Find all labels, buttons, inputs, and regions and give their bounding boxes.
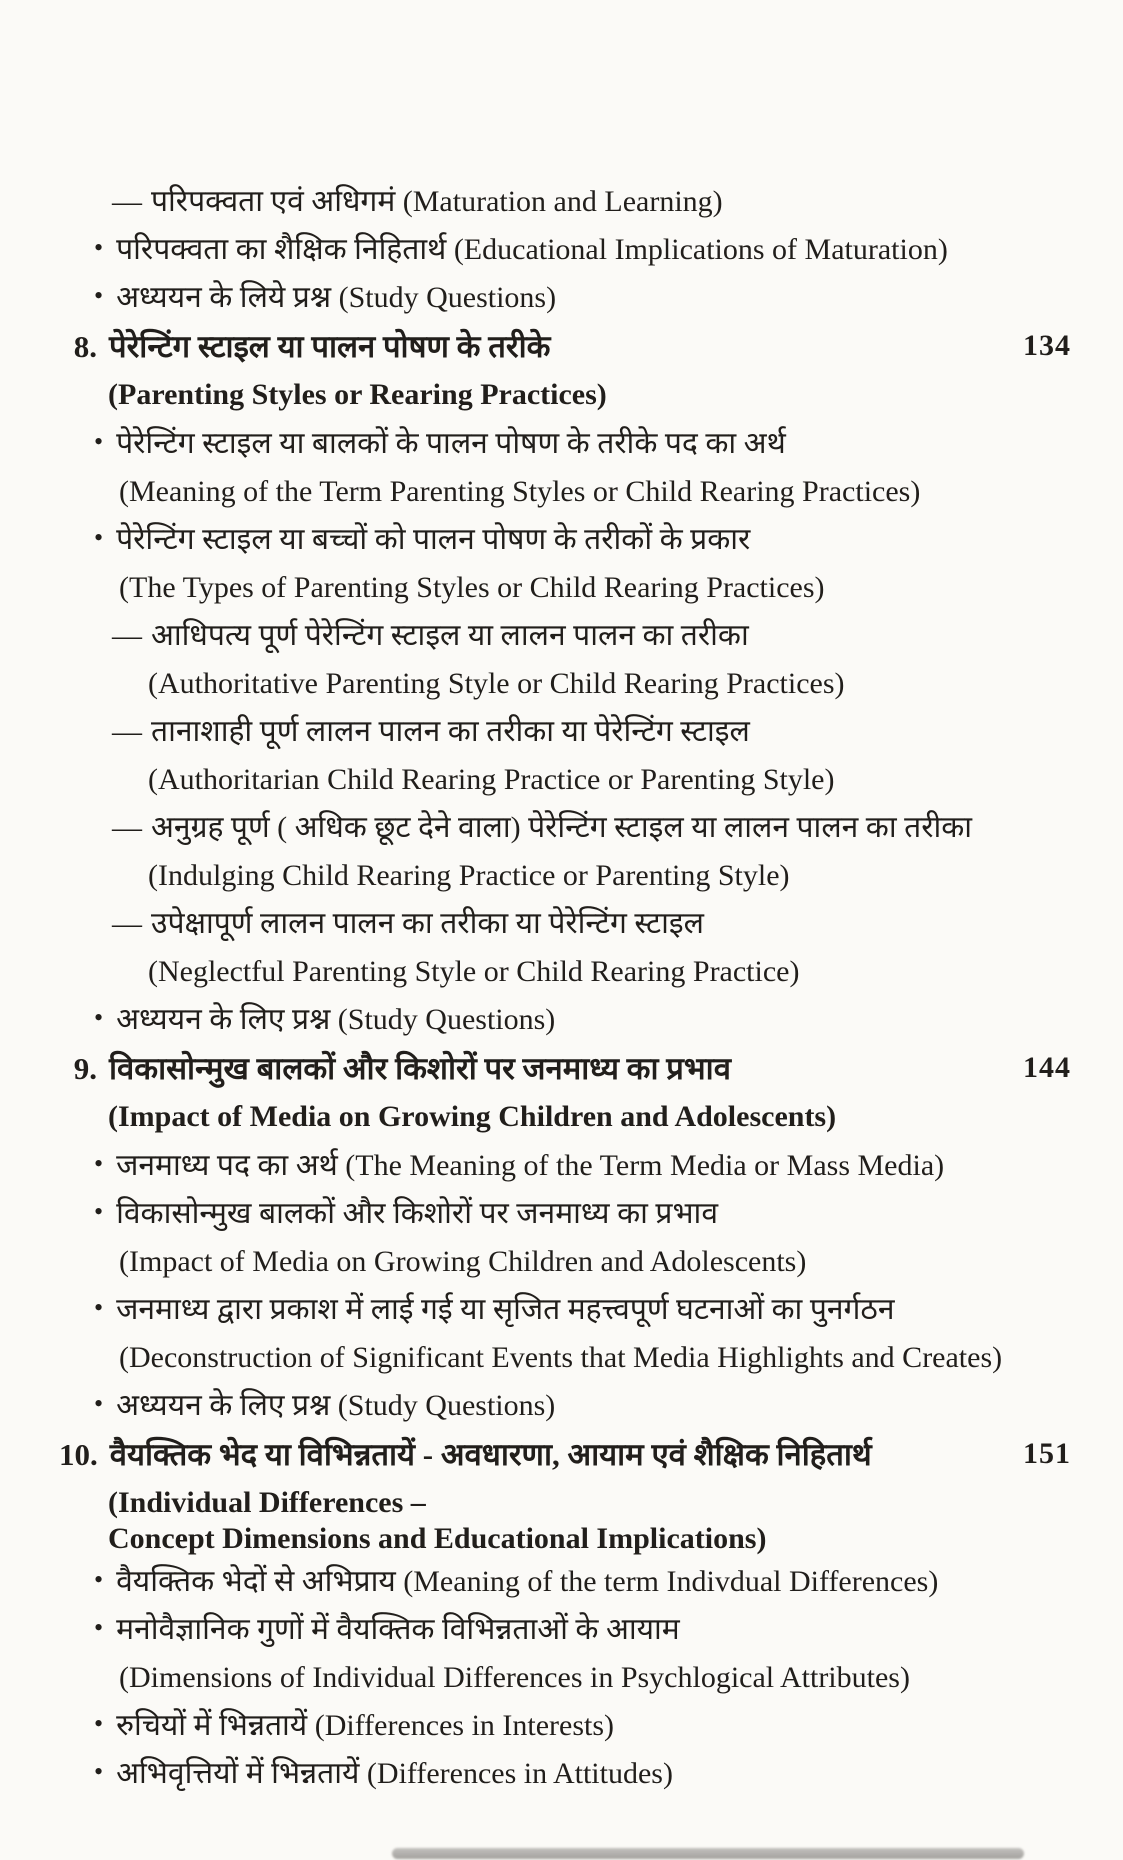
toc-entry-text: तानाशाही पूर्ण लालन पालन का तरीका या पेरेन्टिंग स्टाइल xyxy=(151,715,750,748)
dash-marker: — xyxy=(112,185,142,218)
toc-entry xyxy=(0,564,1123,612)
dash-marker: — xyxy=(112,907,142,940)
toc-entry-text: (Parenting Styles or Rearing Practices) xyxy=(108,378,607,411)
toc-entry-text: अध्ययन के लिये प्रश्न (Study Questions) xyxy=(116,281,557,314)
toc-entry xyxy=(0,1286,1123,1334)
bullet-icon: • xyxy=(94,281,104,310)
toc-entry xyxy=(0,226,1123,274)
page-number: 151 xyxy=(1023,1437,1071,1470)
toc-entry xyxy=(0,948,1123,996)
page-number: 134 xyxy=(1023,329,1071,362)
toc-entry-text: अभिवृत्तियों में भिन्नतायें (Differences in Attitudes) xyxy=(116,1757,673,1790)
toc-entry xyxy=(0,660,1123,708)
toc-entry xyxy=(0,178,1123,226)
bullet-icon: • xyxy=(94,523,104,552)
toc-entry-text: Concept Dimensions and Educational Implications) xyxy=(108,1522,767,1555)
bullet-icon: • xyxy=(94,1709,104,1738)
bullet-icon: • xyxy=(94,1293,104,1322)
toc-entry xyxy=(0,900,1123,948)
chapter-number: 8. xyxy=(73,328,97,364)
toc-entry xyxy=(0,1334,1123,1382)
chapter-title: विकासोन्मुख बालकों और किशोरों पर जनमाध्य का प्रभाव xyxy=(109,1050,731,1086)
toc-entry-text: परिपक्वता एवं अधिगमं (Maturation and Learning) xyxy=(151,185,723,218)
bullet-icon: • xyxy=(94,1757,104,1786)
toc-entry xyxy=(0,1750,1123,1798)
toc-entry-text: परिपक्वता का शैक्षिक निहितार्थ (Educational Implications of Maturation) xyxy=(116,233,948,266)
chapter-entry xyxy=(0,1430,1123,1478)
toc-entry-text: जनमाध्य पद का अर्थ (The Meaning of the Term Media or Mass Media) xyxy=(116,1149,945,1182)
toc-entry xyxy=(0,274,1123,322)
toc-entry-text: वैयक्तिक भेदों से अभिप्राय (Meaning of the term Indivdual Differences) xyxy=(116,1565,939,1598)
dash-marker: — xyxy=(112,619,142,652)
toc-entry xyxy=(0,1654,1123,1702)
bullet-icon: • xyxy=(94,427,104,456)
toc-entry xyxy=(0,420,1123,468)
toc-entry xyxy=(0,1702,1123,1750)
toc-entry-text: (Impact of Media on Growing Children and Adolescents) xyxy=(119,1245,807,1278)
toc-entry-text: (Individual Differences – xyxy=(108,1486,426,1519)
toc-entry xyxy=(0,370,1123,420)
toc-entry-text: पेरेन्टिंग स्टाइल या बालकों के पालन पोषण के तरीके पद का अर्थ xyxy=(116,427,786,460)
bullet-icon: • xyxy=(94,1003,104,1032)
toc-entry-text: रुचियों में भिन्नतायें (Differences in Interests) xyxy=(116,1709,615,1742)
toc-entry xyxy=(0,1520,1123,1558)
bullet-icon: • xyxy=(94,1149,104,1178)
toc-entry xyxy=(0,1190,1123,1238)
scan-edge-artifact xyxy=(392,1848,1024,1859)
chapter-title: वैयक्तिक भेद या विभिन्नतायें - अवधारणा, आयाम एवं शैक्षिक निहितार्थ xyxy=(109,1436,872,1472)
toc-entry-text: उपेक्षापूर्ण लालन पालन का तरीका या पेरेन्टिंग स्टाइल xyxy=(151,907,704,940)
dash-marker: — xyxy=(112,811,142,844)
toc-entry-text: अध्ययन के लिए प्रश्न (Study Questions) xyxy=(116,1003,556,1036)
toc-entry-text: जनमाध्य द्वारा प्रकाश में लाई गई या सृजित महत्त्वपूर्ण घटनाओं का पुनर्गठन xyxy=(116,1293,895,1326)
toc-entry-text: (Meaning of the Term Parenting Styles or Child Rearing Practices) xyxy=(119,475,921,508)
toc-entry xyxy=(0,1382,1123,1430)
toc-entry xyxy=(0,708,1123,756)
toc-entry-text: (Authoritarian Child Rearing Practice or Parenting Style) xyxy=(148,763,835,796)
toc-entry-text: अध्ययन के लिए प्रश्न (Study Questions) xyxy=(116,1389,556,1422)
chapter-entry xyxy=(0,322,1123,370)
toc-entry-text: (Neglectful Parenting Style or Child Rearing Practice) xyxy=(148,955,800,988)
toc-entry-text: अनुग्रह पूर्ण ( अधिक छूट देने वाला) पेरेन्टिंग स्टाइल या लालन पालन का तरीका xyxy=(151,811,973,844)
toc-entry xyxy=(0,1238,1123,1286)
toc-entry-text: (The Types of Parenting Styles or Child Rearing Practices) xyxy=(119,571,825,604)
toc-list xyxy=(0,178,1123,1798)
bullet-icon: • xyxy=(94,233,104,262)
toc-entry-text: (Authoritative Parenting Style or Child Rearing Practices) xyxy=(148,667,845,700)
page-number: 144 xyxy=(1023,1051,1071,1084)
chapter-number: 10. xyxy=(59,1436,98,1472)
toc-entry xyxy=(0,1142,1123,1190)
toc-entry-text: आधिपत्य पूर्ण पेरेन्टिंग स्टाइल या लालन पालन का तरीका xyxy=(151,619,749,652)
bullet-icon: • xyxy=(94,1565,104,1594)
toc-entry-text: (Dimensions of Individual Differences in Psychlogical Attributes) xyxy=(119,1661,910,1694)
toc-entry xyxy=(0,996,1123,1044)
toc-entry xyxy=(0,756,1123,804)
toc-entry xyxy=(0,804,1123,852)
toc-entry xyxy=(0,516,1123,564)
toc-entry xyxy=(0,852,1123,900)
toc-entry-text: मनोवैज्ञानिक गुणों में वैयक्तिक विभिन्नताओं के आयाम xyxy=(116,1613,680,1646)
toc-entry-text: विकासोन्मुख बालकों और किशोरों पर जनमाध्य का प्रभाव xyxy=(116,1197,718,1230)
toc-entry xyxy=(0,468,1123,516)
bullet-icon: • xyxy=(94,1389,104,1418)
toc-entry xyxy=(0,1558,1123,1606)
bullet-icon: • xyxy=(94,1197,104,1226)
chapter-entry xyxy=(0,1044,1123,1092)
toc-entry xyxy=(0,612,1123,660)
chapter-title: पेरेन्टिंग स्टाइल या पालन पोषण के तरीके xyxy=(109,328,551,364)
toc-entry-text: (Impact of Media on Growing Children and Adolescents) xyxy=(108,1100,837,1133)
dash-marker: — xyxy=(112,715,142,748)
bullet-icon: • xyxy=(94,1613,104,1642)
toc-entry xyxy=(0,1606,1123,1654)
toc-entry xyxy=(0,1092,1123,1142)
chapter-number: 9. xyxy=(73,1050,97,1086)
toc-entry-text: पेरेन्टिंग स्टाइल या बच्चों को पालन पोषण के तरीकों के प्रकार xyxy=(116,523,751,556)
toc-entry-text: (Deconstruction of Significant Events that Media Highlights and Creates) xyxy=(119,1341,1003,1374)
toc-entry-text: (Indulging Child Rearing Practice or Parenting Style) xyxy=(148,859,790,892)
